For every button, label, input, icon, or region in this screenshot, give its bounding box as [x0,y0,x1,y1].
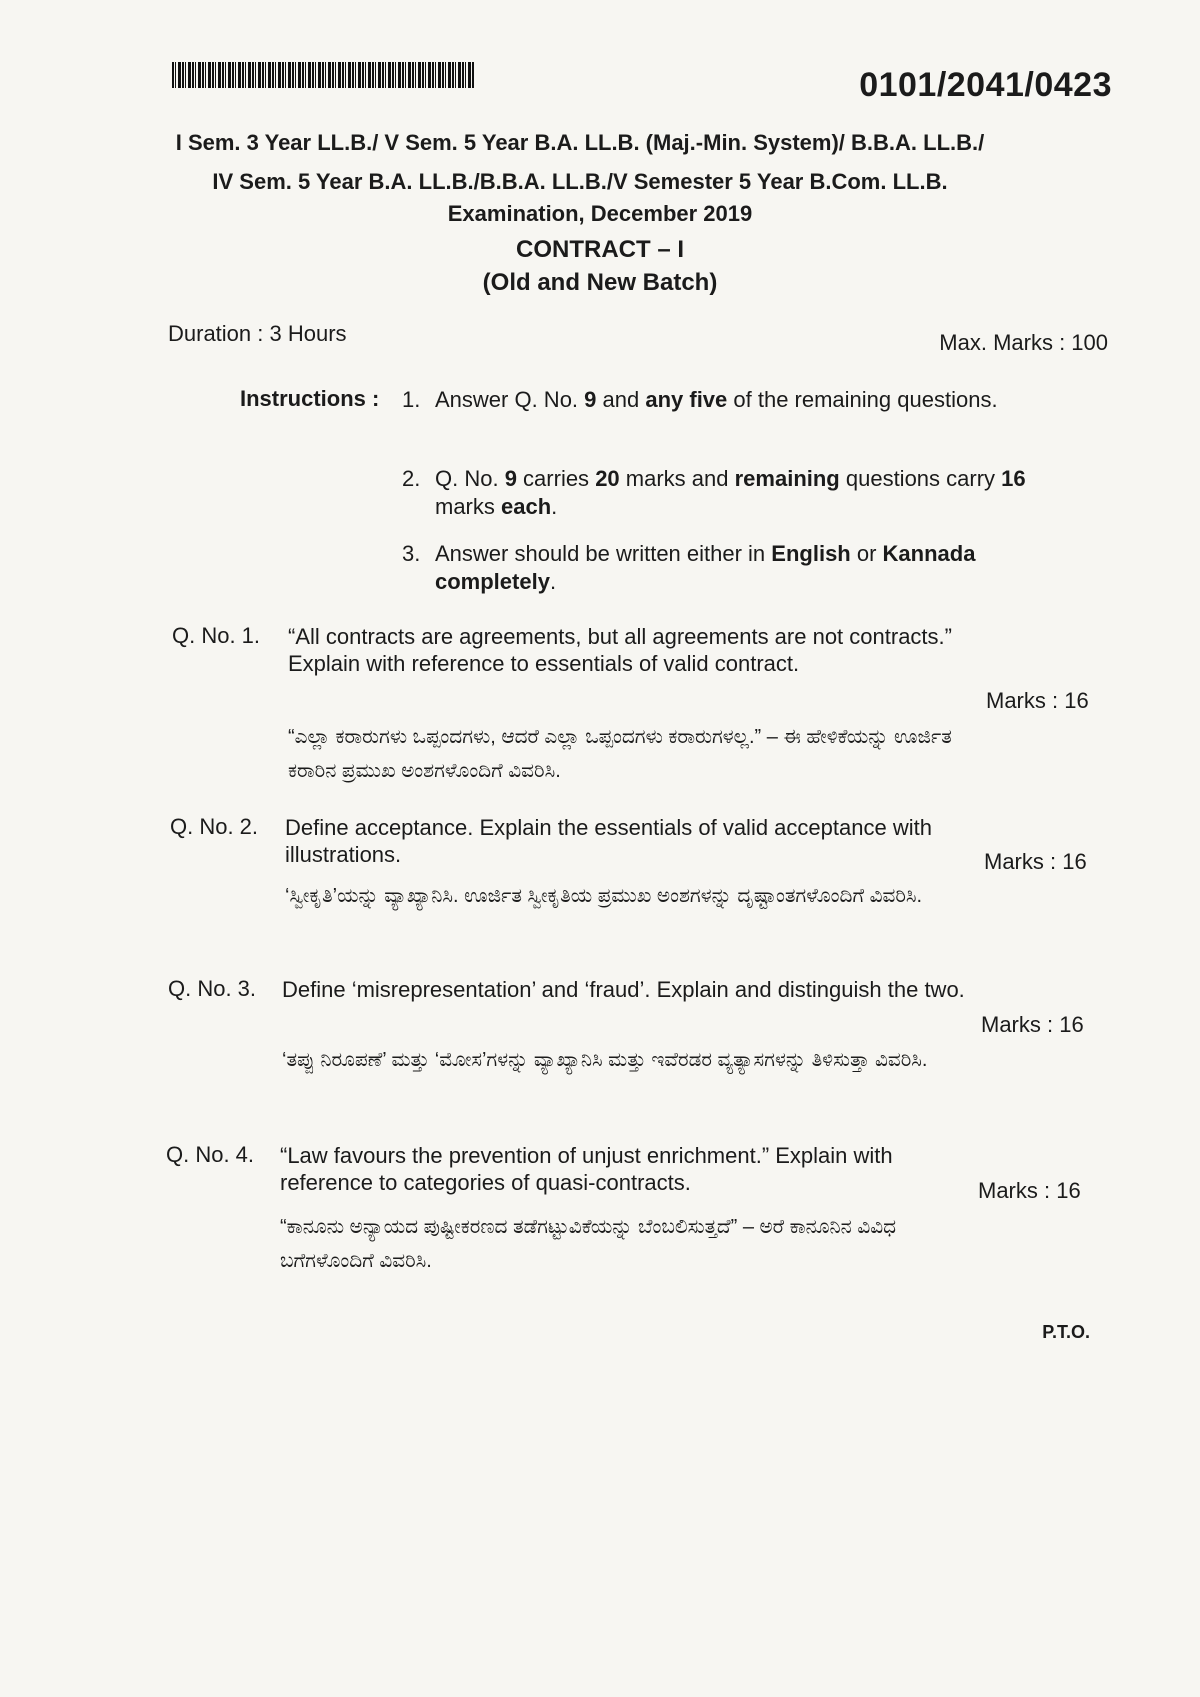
instructions-label: Instructions : [240,386,380,411]
question-marks: Marks : 16 [978,1178,1081,1203]
max-marks: Max. Marks : 100 [939,330,1108,355]
course-line-2: IV Sem. 5 Year B.A. LL.B./B.B.A. LL.B./V Semester 5 Year B.Com. LL.B. [212,169,948,194]
instruction-text: Answer Q. No. 9 and any five of the remaining questions. [435,387,998,412]
question-marks: Marks : 16 [986,688,1089,713]
batch-label: (Old and New Batch) [482,269,718,296]
instruction-text: Q. No. 9 carries 20 marks and remaining questions carry 16 marks each. [435,466,1026,519]
question-number: Q. No. 4. [166,1142,255,1167]
exam-session: Examination, December 2019 [447,201,753,226]
question-kannada: ‘ಸ್ವೀಕೃತಿ’ಯನ್ನು ವ್ಯಾಖ್ಯಾನಿಸಿ. ಊರ್ಜಿತ ಸ್ವೀಕೃತಿಯ ಪ್ರಮುಖ ಅಂಶಗಳನ್ನು ದೃಷ್ಟಾಂತಗಳೊಂದಿಗೆ ವಿವರಿಸಿ. [285,885,923,907]
question-number: Q. No. 2. [170,814,259,839]
question-marks: Marks : 16 [984,849,1087,874]
subject-title: CONTRACT – I [516,236,684,263]
instruction-number: 1. [402,387,421,412]
question-number: Q. No. 3. [168,976,257,1001]
question-english: “All contracts are agreements, but all agreements are not contracts.” Explain with reference to essentials of valid contract. [288,624,952,676]
instruction-number: 3. [402,541,421,566]
question-kannada: “ಎಲ್ಲಾ ಕರಾರುಗಳು ಒಪ್ಪಂದಗಳು, ಆದರೆ ಎಲ್ಲಾ ಒಪ್ಪಂದಗಳು ಕರಾರುಗಳಲ್ಲ.” – ಈ ಹೇಳಿಕೆಯನ್ನು ಊರ್ಜಿತ ಕರಾರಿನ ಪ್ರಮುಖ ಅಂಶಗಳೊಂದಿಗೆ ವಿವರಿಸಿ. [288,726,952,782]
instruction-text: Answer should be written either in English or Kannada completely. [435,541,976,594]
question-kannada: “ಕಾನೂನು ಅನ್ಯಾಯದ ಪುಷ್ಟೀಕರಣದ ತಡೆಗಟ್ಟುವಿಕೆಯನ್ನು ಬೆಂಬಲಿಸುತ್ತದೆ” – ಅರೆ ಕಾನೂನಿನ ವಿವಿಧ ಬಗೆಗಳೊಂದಿಗೆ ವಿವರಿಸಿ. [280,1216,897,1272]
paper-code: 0101/2041/0423 [859,66,1112,104]
question-english: “Law favours the prevention of unjust enrichment.” Explain with reference to categories of quasi-contracts. [280,1143,893,1195]
question-english: Define ‘misrepresentation’ and ‘fraud’. Explain and distinguish the two. [282,977,965,1002]
barcode-image [172,62,474,88]
question-marks: Marks : 16 [981,1012,1084,1037]
question-kannada: ‘ತಪ್ಪು ನಿರೂಪಣೆ’ ಮತ್ತು ‘ಮೋಸ’ಗಳನ್ನು ವ್ಯಾಖ್ಯಾನಿಸಿ ಮತ್ತು ಇವೆರಡರ ವ್ಯತ್ಯಾಸಗಳನ್ನು ತಿಳಿಸುತ್ತಾ ವಿವರಿಸಿ. [282,1049,928,1071]
question-number: Q. No. 1. [172,623,261,648]
instruction-number: 2. [402,466,421,491]
please-turn-over: P.T.O. [1042,1322,1090,1342]
question-english: Define acceptance. Explain the essentials of valid acceptance with illustrations. [285,815,932,867]
duration: Duration : 3 Hours [168,321,347,346]
course-line-1: I Sem. 3 Year LL.B./ V Sem. 5 Year B.A. LL.B. (Maj.-Min. System)/ B.B.A. LL.B./ [175,130,985,155]
